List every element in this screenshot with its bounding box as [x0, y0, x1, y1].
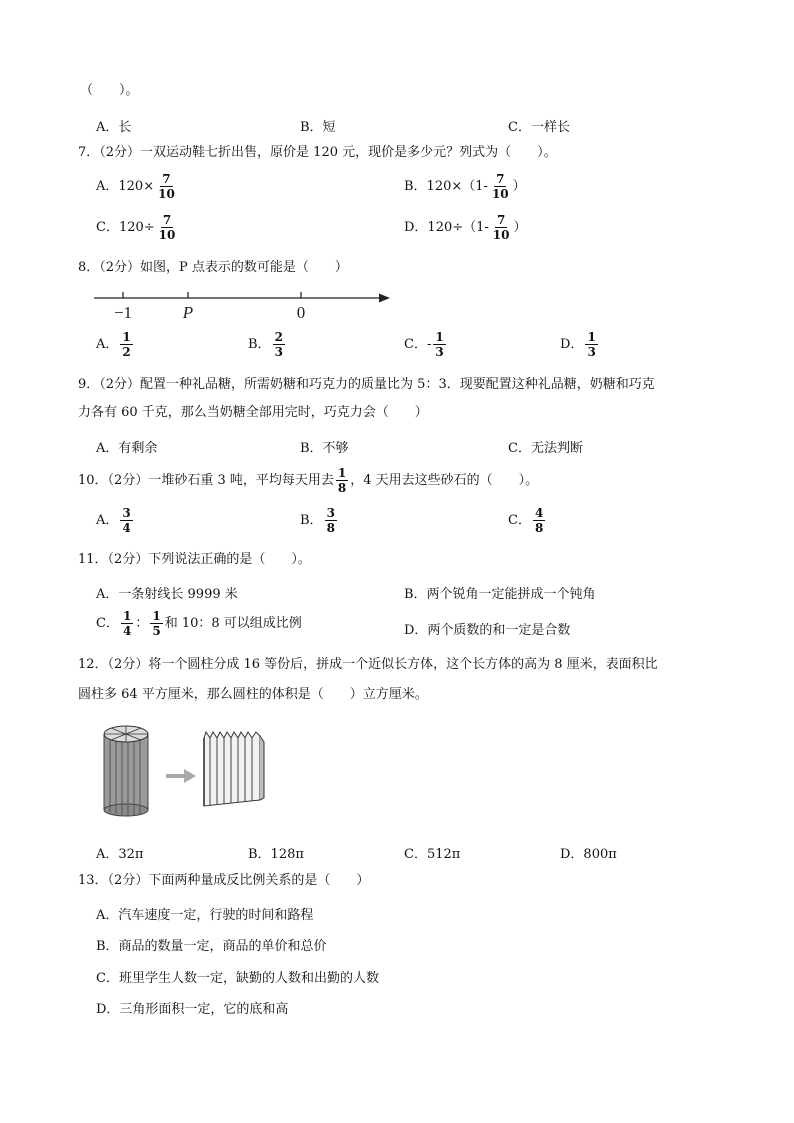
axis-arrow-icon — [379, 294, 390, 303]
q13-option-b[interactable]: B．商品的数量一定，商品的单价和总价 — [96, 939, 327, 954]
q9-stem-line1: 9．（2分）配置一种礼品糖，所需奶糖和巧克力的质量比为 5：3．现要配置这种礼品糖，奶糖和巧克 — [78, 377, 655, 392]
q10-option-b[interactable]: B． $\frac{3}{8}$ — [300, 506, 335, 535]
q9-option-b[interactable]: B．不够 — [300, 441, 349, 456]
q10-stem: 10．（2分）一堆砂石重 3 吨，平均每天用去 $\frac{1}{8}$ ，4 天用去这些砂石的（ ）。 — [78, 466, 539, 495]
q8-option-d[interactable]: D． $\frac{1}{3}$ — [560, 330, 596, 359]
q11-option-d[interactable]: D．两个质数的和一定是合数 — [404, 623, 571, 638]
q6-option-a[interactable]: A．长 — [96, 120, 132, 135]
q9-option-a[interactable]: A．有剩余 — [96, 441, 158, 456]
q12-option-b[interactable]: B．128π — [248, 847, 304, 862]
cylinder-to-cuboid-figure — [100, 720, 270, 820]
q6-option-b[interactable]: B．短 — [300, 120, 336, 135]
q8-option-b[interactable]: B． $\frac{2}{3}$ — [248, 330, 283, 359]
q9-stem-line2: 力各有 60 千克，那么当奶糖全部用完时，巧克力会（ ） — [78, 405, 428, 420]
q13-option-a[interactable]: A．汽车速度一定，行驶的时间和路程 — [96, 908, 314, 923]
q12-stem-line1: 12．（2分）将一个圆柱分成 16 等份后，拼成一个近似长方体，这个长方体的高为 8 厘米，表面积比 — [78, 657, 658, 672]
q7-option-b[interactable]: B．120×（1- $\frac{7}{10}$ ） — [404, 172, 526, 201]
q11-option-b[interactable]: B．两个锐角一定能拼成一个钝角 — [404, 587, 596, 602]
q12-option-d[interactable]: D．800π — [560, 847, 617, 862]
number-line-figure — [90, 285, 400, 325]
q10-option-a[interactable]: A． $\frac{3}{4}$ — [96, 506, 131, 535]
q6-option-c[interactable]: C．一样长 — [508, 120, 570, 135]
cuboid-icon — [204, 732, 264, 806]
cylinder-icon — [104, 726, 148, 816]
q13-option-c[interactable]: C．班里学生人数一定，缺勤的人数和出勤的人数 — [96, 971, 379, 986]
q11-option-a[interactable]: A．一条射线长 9999 米 — [96, 587, 238, 602]
label-zero: 0 — [296, 303, 306, 322]
q8-stem: 8．（2分）如图，P 点表示的数可能是（ ） — [78, 260, 348, 275]
transform-arrow-icon — [166, 769, 196, 783]
prev-question-tail: （ ）。 — [80, 83, 139, 98]
q10-option-c[interactable]: C． $\frac{4}{8}$ — [508, 506, 544, 535]
q7-option-c[interactable]: C．120÷ $\frac{7}{10}$ — [96, 213, 176, 242]
q12-option-c[interactable]: C．512π — [404, 847, 461, 862]
q11-stem: 11．（2分）下列说法正确的是（ ）。 — [78, 552, 311, 567]
q13-stem: 13．（2分）下面两种量成反比例关系的是（ ） — [78, 873, 370, 888]
q11-option-c[interactable]: C． $\frac{1}{4}$ ： $\frac{1}{5}$ 和 10：8 可以组成比例 — [96, 609, 302, 638]
q7-stem: 7．（2分）一双运动鞋七折出售，原价是 120 元，现价是多少元？列式为（ ）。 — [78, 145, 557, 160]
q13-option-d[interactable]: D．三角形面积一定，它的底和高 — [96, 1002, 289, 1017]
q9-option-c[interactable]: C．无法判断 — [508, 441, 583, 456]
q12-option-a[interactable]: A．32π — [96, 847, 144, 862]
q7-option-a[interactable]: A．120× $\frac{7}{10}$ — [96, 172, 175, 201]
label-minus-one: −1 — [113, 303, 133, 322]
label-p: P — [182, 303, 194, 322]
q12-stem-line2: 圆柱多 64 平方厘米，那么圆柱的体积是（ ）立方厘米。 — [78, 687, 428, 702]
q8-option-c[interactable]: C．- $\frac{1}{3}$ — [404, 330, 444, 359]
q8-option-a[interactable]: A． $\frac{1}{2}$ — [96, 330, 131, 359]
q7-option-d[interactable]: D．120÷（1- $\frac{7}{10}$ ） — [404, 213, 527, 242]
